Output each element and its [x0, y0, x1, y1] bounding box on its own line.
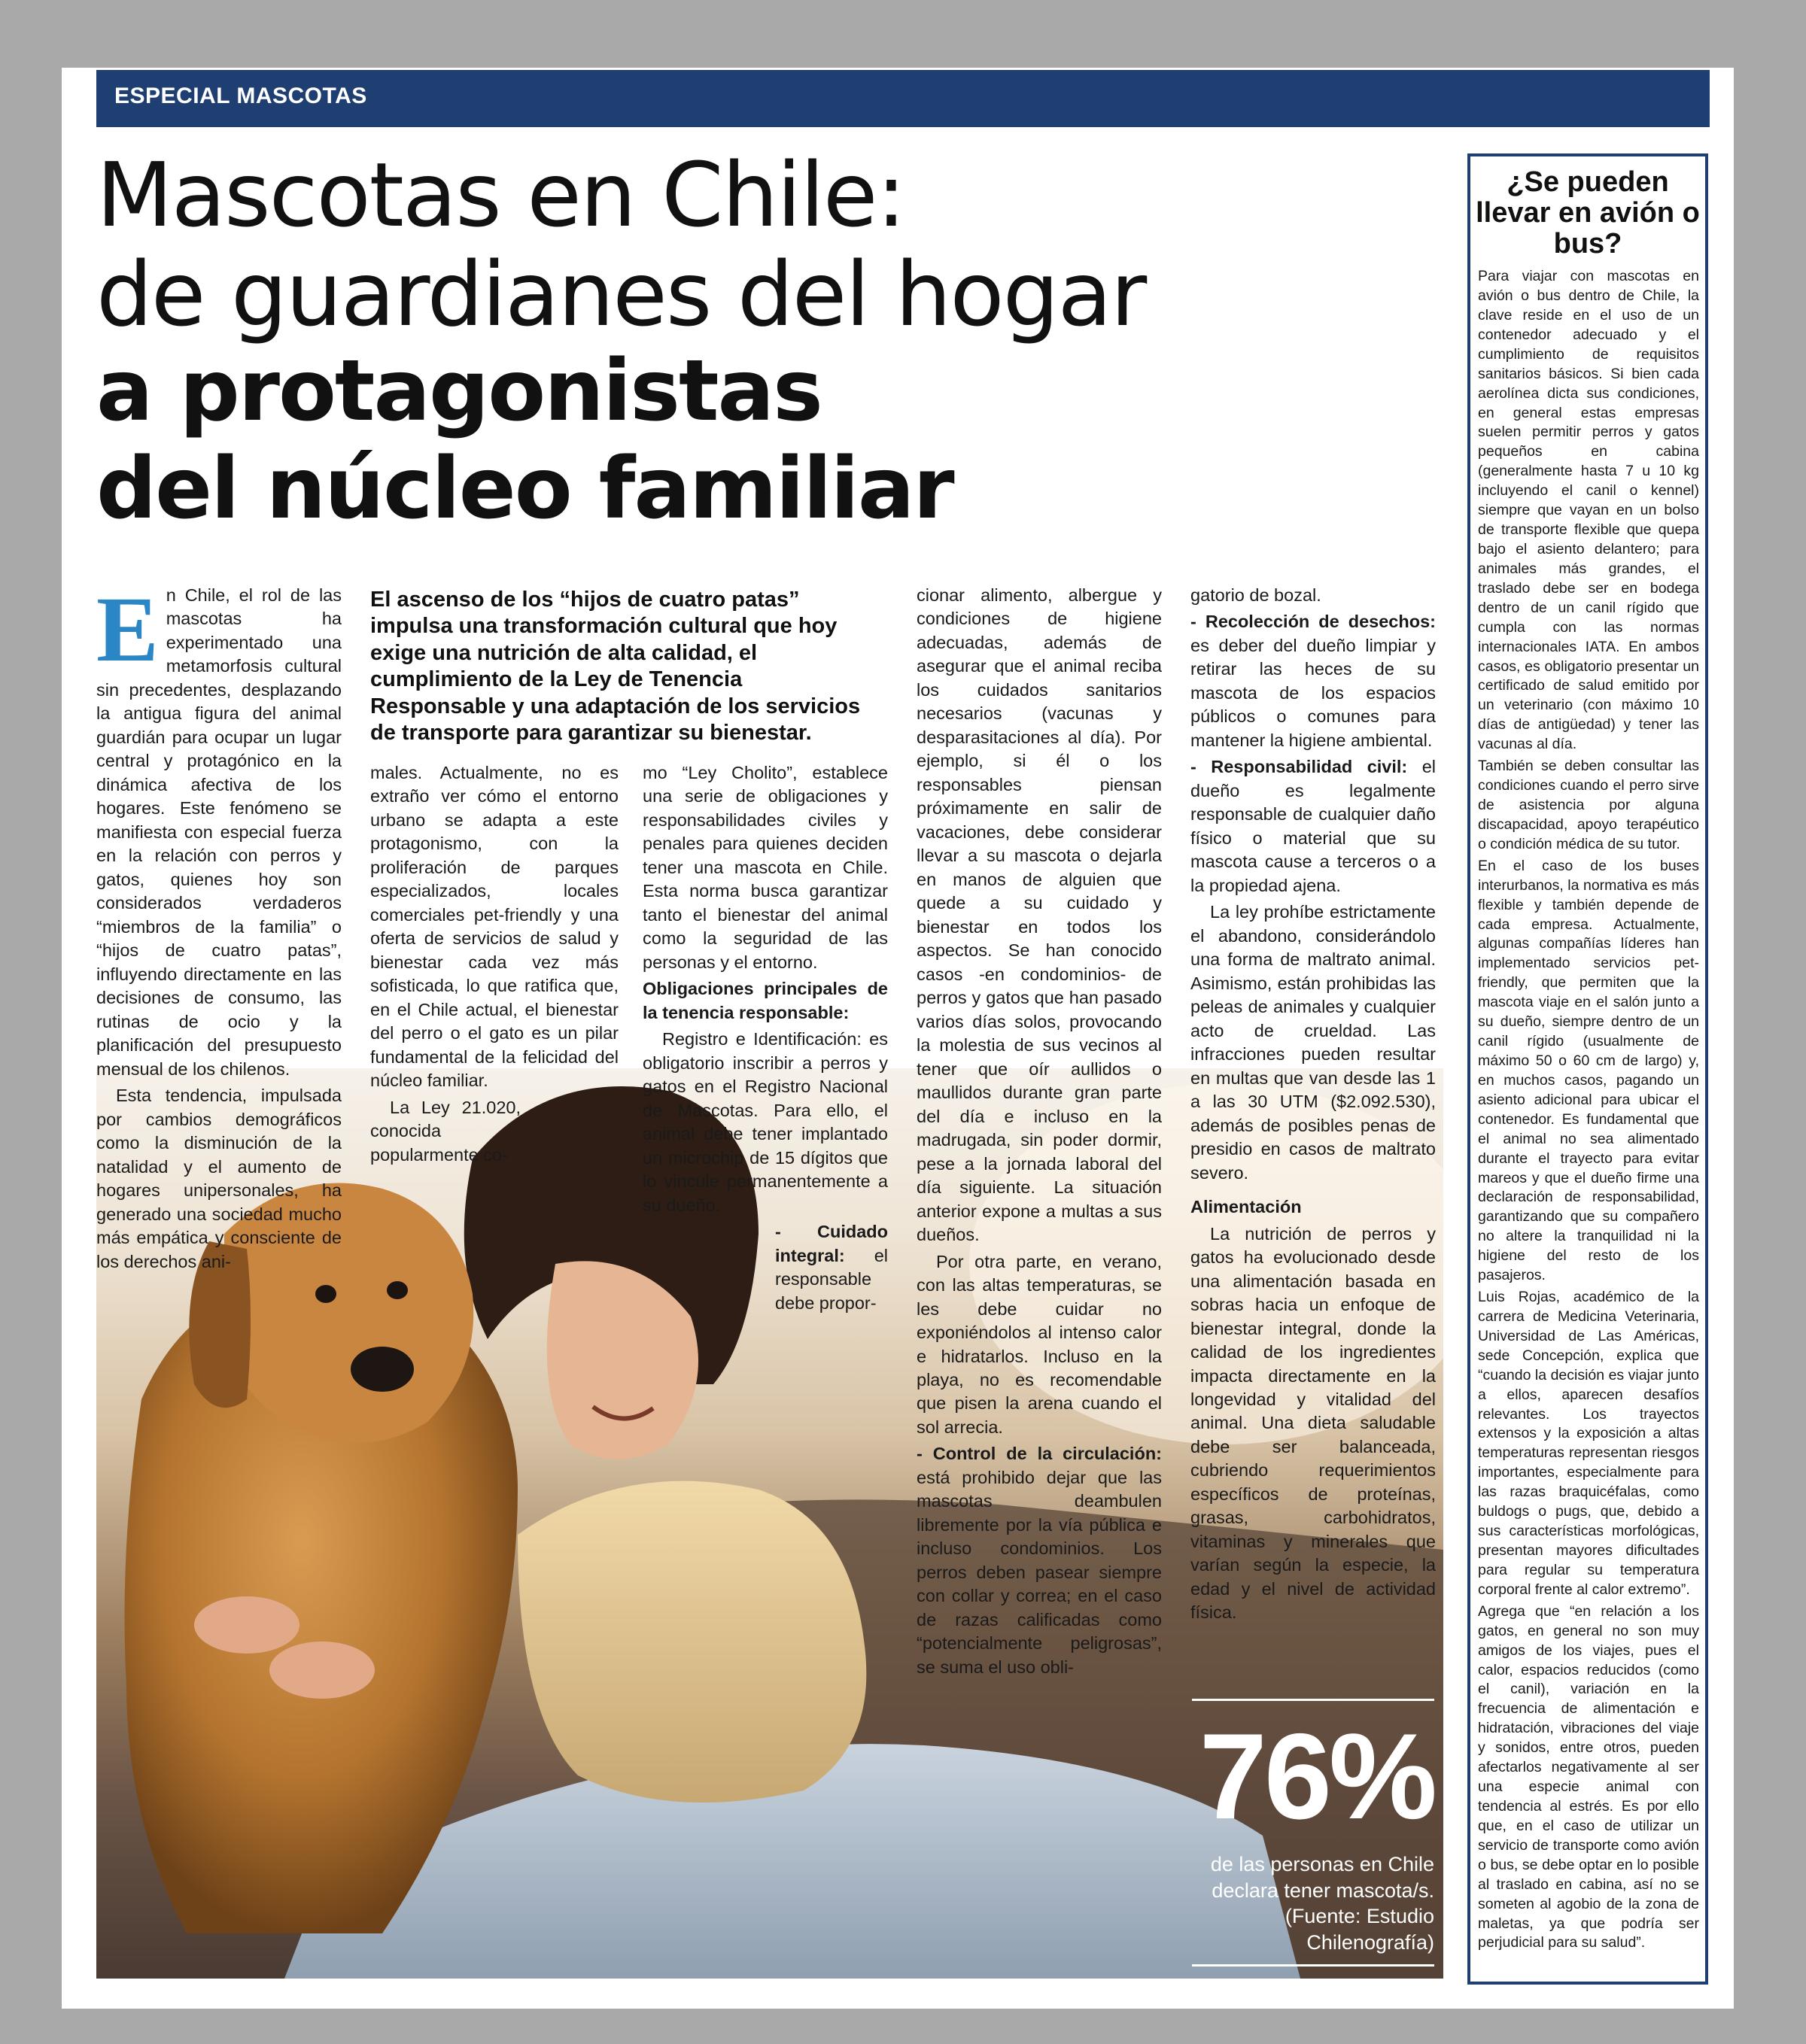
col1-paragraph-2: Esta tendencia, impulsada por cambios demográficos como la disminución de la natalidad y el aumento de hogares unipersonales, ha generado una sociedad mucho más empática y consciente de los derechos ani-	[96, 1086, 342, 1271]
col3-paragraph-3: el responsable debe propor-	[775, 1245, 888, 1313]
col3-paragraph-1: mo “Ley Cholito”, establece una serie de obligaciones y responsabilidades civiles y penales para quienes deciden tener una mascota en Chile. Esta norma busca garantizar tanto el bienestar del animal como la seguridad de las personas y el entorno.	[643, 763, 888, 972]
headline-line-1: Mascotas en Chile:	[96, 143, 905, 247]
col5-paragraph-3: el dueño es legalmente responsable de cualquier daño físico o material que su mascota cause a terceros o a la propiedad ajena.	[1190, 757, 1436, 895]
col1-paragraph-1: n Chile, el rol de las mascotas ha experimentado una metamorfosis cultural sin precedentes, desplazando la antigua figura del animal guardián para ocupar un lugar central y protagónico en la dinámica afectiva de los hogares. Este fenómeno se manifiesta con especial fuerza en la relación con perros y gatos, quienes hoy son considerados verdaderos “miembros de la familia” o “hijos de cuatro patas”, influyendo directamente en las decisiones de consumo, las rutinas de ocio y la planificación del presupuesto mensual de los chilenos.	[96, 585, 342, 1079]
section-banner	[96, 70, 1710, 127]
headline	[96, 143, 1406, 545]
article-column-3	[643, 761, 888, 1318]
stat-bottom-rule	[1192, 1964, 1434, 1967]
article-column-4	[917, 584, 1162, 1682]
headline-line-4: del núcleo familiar	[96, 440, 953, 538]
col4-label-control: - Control de la circulación:	[917, 1444, 1162, 1464]
col2-paragraph-2: La Ley 21.020, conocida popularmente co-	[370, 1097, 521, 1165]
drop-cap: E	[96, 578, 159, 681]
sidebar-body	[1470, 267, 1705, 1953]
col4-paragraph-3: está prohibido dejar que las mascotas deambulen libremente por la vía pública e incluso condominios. Los perros deben pasear siempre con collar y correa; en el caso de razas calificadas como “potencialmente peligrosas”, se suma el uso obli-	[917, 1467, 1162, 1677]
col3-label-cuidado: - Cuidado integral:	[775, 1222, 888, 1265]
article-column-5	[1190, 584, 1436, 1628]
stat-caption: de las personas en Chile declara tener mascota/s. (Fuente: Estudio Chilenografía)	[1210, 1853, 1434, 1954]
headline-line-3: a protagonistas	[96, 342, 822, 440]
lede-paragraph: El ascenso de los “hijos de cuatro patas” impulsa una transformación cultural que hoy exige una nutrición de alta calidad, el cumplimiento de la Ley de Tenencia Responsable y una adaptación de los servicios de transporte para garantizar su bienestar.	[370, 588, 861, 745]
article-column-2	[370, 761, 619, 1170]
col5-paragraph-2: es deber del dueño limpiar y retirar las heces de su mascota de los espacios públicos o comunes para mantener la higiene ambiental.	[1190, 635, 1436, 750]
sidebar-paragraph-1: Para viajar con mascotas en avión o bus dentro de Chile, la clave reside en el uso de un contenedor adecuado y el cumplimiento de requisitos sanitarios básicos. Si bien cada aerolínea dicta sus condiciones, en general estas empresas suelen permitir perros y gatos pequeños en cabina (generalmente hasta 7 u 10 kg incluyendo el canil o kennel) siempre que vayan en un bolso de transporte flexible que quepa bajo el asiento delantero; para animales más grandes, el traslado debe ser en bodega dentro de un canil rígido que cumpla con las normas internacionales IATA. En ambos casos, es obligatorio presentar un certificado de salud emitido por un veterinario (con máximo 10 días de antigüedad) y tener las vacunas al día.	[1478, 268, 1699, 753]
col5-paragraph-4: La ley prohíbe estrictamente el abandono, considerándolo una forma de maltrato animal. Asimismo, están prohibidas las peleas de animales y cualquier acto de crueldad. Las infracciones pueden resultar en multas que van desde las 1 a las 30 UTM ($2.092.530), además de posibles penas de presidio en casos de maltrato severo.	[1190, 902, 1436, 1183]
sidebar-title: ¿Se pueden llevar en avión o bus?	[1476, 166, 1700, 260]
col4-paragraph-1: cionar alimento, albergue y condiciones de higiene adecuadas, además de asegurar que el animal reciba los cuidados sanitarios necesarios (vacunas y desparasitaciones al día). Por ejemplo, si él o los responsables piensan próximamente en salir de vacaciones, debe considerar llevar a su mascota o dejarla en manos de alguien que quede a su cuidado y bienestar en todos los aspectos. Se han conocido casos -en condominios- de perros y gatos que han pasado varios días solos, provocando la molestia de sus vecinos al tener que oír aullidos o maullidos durante gran parte del día e incluso en la madrugada, sin poder dormir, pese a la jornada laboral del día siguiente. La situación anterior expone a multas a sus dueños.	[917, 585, 1162, 1245]
article-column-1	[96, 578, 342, 1277]
stat-top-rule	[1192, 1699, 1434, 1701]
sidebar-paragraph-3: En el caso de los buses interurbanos, la normativa es más flexible y también depende de cada empresa. Actualmente, algunas compañías líderes han implementado servicios pet-friendly, que permiten que la mascota viaje en el salón junto a su dueño, siempre dentro de un canil rígido (usualmente de máximo 50 o 60 cm de largo) y, en muchos casos, pagando un asiento adicional para ubicar el contenedor. Es fundamental que el animal no sea alimentado durante el trayecto para evitar mareos y que el dueño firme una declaración de responsabilidad, garantizando que su compañero no altere la tranquilidad ni la higiene del resto de los pasajeros.	[1478, 857, 1699, 1284]
col5-label-desechos: - Recolección de desechos:	[1190, 612, 1436, 632]
stat-number: 76%	[1199, 1708, 1434, 1845]
sidebar-box	[1467, 153, 1708, 1985]
section-label: ESPECIAL MASCOTAS	[114, 84, 367, 108]
col5-paragraph-5: La nutrición de perros y gatos ha evolucionado desde una alimentación basada en sobras hacia un enfoque de bienestar integral, donde la calidad de los ingredientes impacta directamente en la longevidad y vitalidad del animal. Una dieta saludable debe ser balanceada, cubriendo requerimientos específicos de proteínas, grasas, carbohidratos, vitaminas y minerales que varían según la especie, la edad y el nivel de actividad física.	[1190, 1223, 1436, 1623]
col3-subheading: Obligaciones principales de la tenencia responsable:	[643, 979, 888, 1022]
col4-paragraph-2: Por otra parte, en verano, con las altas temperaturas, se les debe cuidar no exponiéndolos al intenso calor e hidratarlos. Incluso en la playa, no es recomendable que pisen la arena cuando el sol arrecia.	[917, 1251, 1162, 1437]
col5-paragraph-1: gatorio de bozal.	[1190, 585, 1321, 605]
sidebar-paragraph-2: También se deben consultar las condiciones cuando el perro sirve de asistencia por alguna discapacidad, apoyo terapéutico o condición médica de su tutor.	[1478, 758, 1699, 852]
sidebar-paragraph-4: Luis Rojas, académico de la carrera de Medicina Veterinaria, Universidad de Las Américas, sede Concepción, explica que “cuando la decisión es viajar junto a ellos, aparecen desafíos relevantes. Los trayectos extensos y la exposición a altas temperaturas representan riesgos importantes, especialmente para las razas braquicéfalas, como buldogs o pugs, que, debido a sus características morfológicas, presentan mayores dificultades para regular su temperatura corporal frente al calor extremo”.	[1478, 1289, 1699, 1598]
col5-label-civil: - Responsabilidad civil:	[1190, 757, 1408, 777]
col2-paragraph-1: males. Actualmente, no es extraño ver cómo el entorno urbano se adapta a este protagonismo, con la proliferación de parques especializados, locales comerciales pet-friendly y una oferta de servicios de salud y bienestar cada vez más sofisticada, lo que ratifica que, en el Chile actual, el bienestar del perro o el gato es un pilar fundamental de la felicidad del núcleo familiar.	[370, 763, 619, 1091]
headline-line-2: de guardianes del hogar	[96, 242, 1146, 346]
col3-paragraph-2: Registro e Identificación: es obligatorio inscribir a perros y gatos en el Registro Nacional de Mascotas. Para ello, el animal debe tener implantado un microchip de 15 dígitos que lo vincule permanentemente a su dueño.	[643, 1029, 888, 1215]
sidebar-paragraph-5: Agrega que “en relación a los gatos, en general no son muy amigos de los viajes, pues el calor, espacios reducidos (como el canil), variación en la frecuencia de alimentación e hidratación, vibraciones del viaje y sonidos, entre otros, pueden afectarlos negativamente al ser una especie animal con tendencia al estrés. Es por ello que, en el caso de utilizar un servicio de transporte como avión o bus, se debe optar en lo posible al traslado en cabina, así no se someten al agobio de la zona de maletas, ya que podría ser perjudicial para su salud”.	[1478, 1602, 1699, 1951]
col5-subheading-alimentacion: Alimentación	[1190, 1197, 1302, 1217]
stat-box	[1192, 1699, 1434, 1954]
